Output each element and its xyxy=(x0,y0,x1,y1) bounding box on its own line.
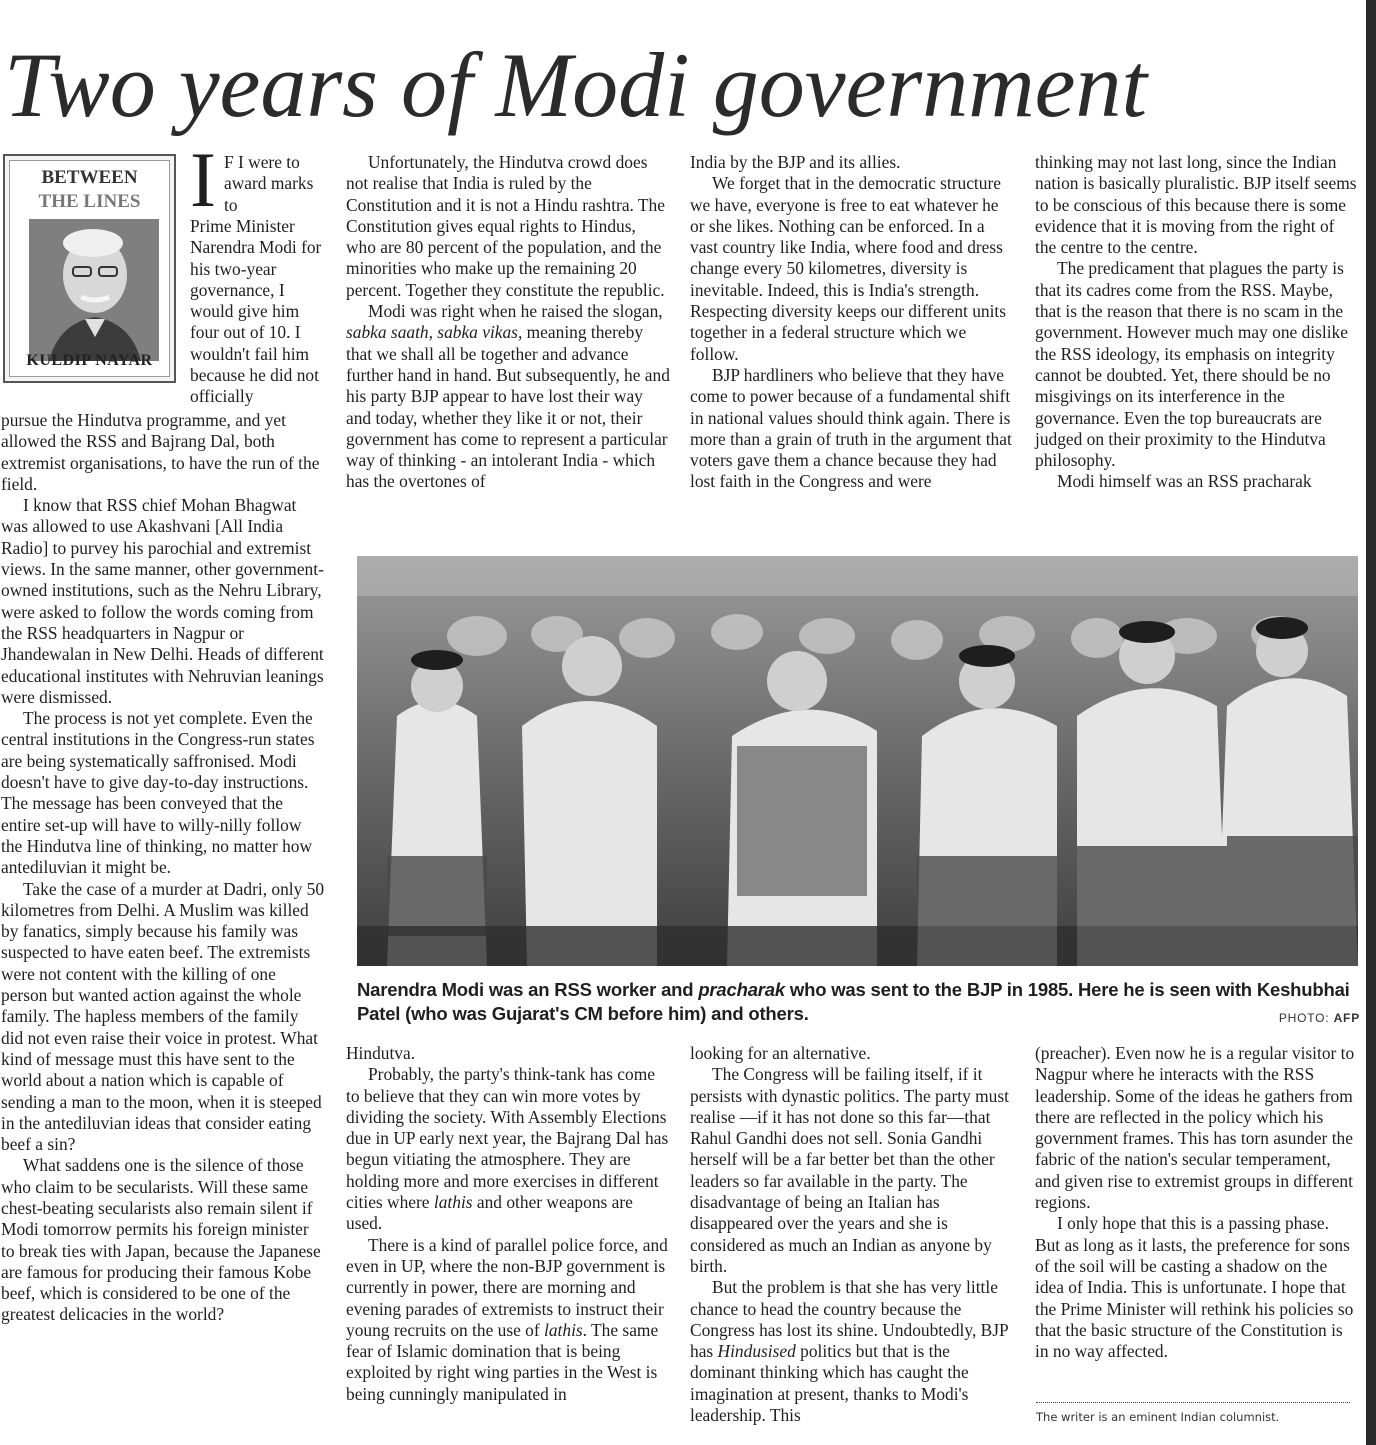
col1-para-2: The process is not yet complete. Even the central institutions in the Congress-run states are being systematically saffronised. Modi doesn't have to give day-to-day instructions. The message has been conveyed that the entire set-up will have to willy-nilly follow the Hindutva line of thinking, no matter how antediluvian it might be. xyxy=(1,708,315,878)
column-2-bottom xyxy=(346,1043,670,1405)
dotted-separator xyxy=(1036,1402,1350,1403)
column-logo-box xyxy=(3,154,176,383)
col2b-para-1-b: and other weapons are used. xyxy=(346,1192,633,1234)
writer-note: The writer is an eminent Indian columnist. xyxy=(1036,1410,1280,1424)
col4-para-2: Modi himself was an RSS pracharak xyxy=(1057,471,1312,492)
col2-para-2-b: meaning thereby that we shall all be together and advance further hand in hand. But subsequently, he and his party BJP appear to have lost their way and today, whether they like it or not, their government has come to represent a particular way of thinking - an intolerant India - which has the overtones of xyxy=(346,322,670,492)
col2b-para-2-b: . The same fear of Islamic domination that is being exploited by right wing parties in the West is being cunningly manipulated in xyxy=(346,1319,659,1404)
col4-para-1: The predicament that plagues the party is that its cadres come from the RSS. Maybe, that is the reason that there is no scam in the government. However much may one dislike the RSS ideology, its emphasis on integrity cannot be doubted. Yet, there should be no misgivings on its interference in the governance. Even the top bureaucrats are judged on their proximity to the Hindutva philosophy. xyxy=(1035,258,1348,471)
col3b-para-2-a: But the problem is that she has very little chance to head the country because the Congress has lost its shine. Undoubtedly, BJP has xyxy=(690,1277,1009,1362)
credit-source: AFP xyxy=(1333,1011,1360,1025)
col4-para-0: thinking may not last long, since the Indian nation is basically pluralistic. BJP itself seems to be conscious of this because there is some evidence that it is moving from the right of the centre to the centre. xyxy=(1035,152,1357,258)
drop-cap: I xyxy=(190,136,216,223)
col3-para-0: India by the BJP and its allies. xyxy=(690,152,901,172)
caption-em: pracharak xyxy=(698,979,785,1000)
column-2-top xyxy=(346,152,670,493)
col2b-para-2 xyxy=(346,1235,670,1405)
col3b-para-0: looking for an alternative. xyxy=(690,1043,871,1063)
author-name: KULDIP NAYAR xyxy=(26,352,153,369)
col4b-para-1: I only hope that this is a passing phase. But as long as it lasts, the preference for sons of the soil will be casting a shadow on the idea of India. This is unfortunate. I hope that the Prime Minister will rethink his policies so that the basic structure of the Constitution is in no way affected. xyxy=(1035,1213,1354,1362)
photo-credit xyxy=(1279,1011,1360,1025)
column-4-bottom xyxy=(1035,1043,1357,1362)
article-photo xyxy=(357,556,1358,966)
column-1 xyxy=(1,410,325,1326)
col2b-para-1-em: lathis xyxy=(433,1192,473,1213)
col2-para-1: Unfortunately, the Hindutva crowd does not realise that India is ruled by the Constitution and it is not a Hindu rashtra. The Constitution gives equal rights to Hindus, who are 80 percent of the population, and the minorities who make up the remaining 20 percent. Together they constitute the republic. xyxy=(346,152,665,300)
col1-para-3: Take the case of a murder at Dadri, only 50 kilometres from Delhi. A Muslim was killed by fanatics, simply because his family was suspected to have eaten beef. The extremists were not content with the killing of one person but wanted action against the whole family. The hapless members of the family did not even raise their voice in protest. What kind of message must this have sent to the world about a nation which is capable of sending a man to the moon, when it is steeped in the antediluvian ideas that consider eating beef a sin? xyxy=(1,878,325,1155)
column-title-line1: BETWEEN xyxy=(41,167,138,188)
col3b-para-2-b: politics but that is the dominant thinking which has caught the imagination at present, thanks to Modi's leadership. This xyxy=(690,1341,969,1426)
col2b-para-2-a: There is a kind of parallel police force, and even in UP, where the non-BJP government is currently in power, there are morning and evening parades of extremists to instruct their young recruits on the use of xyxy=(346,1234,668,1340)
col2-para-2-a: Modi was right when he raised the slogan, xyxy=(368,301,663,322)
lead-opening: F I were to award marks to xyxy=(224,152,314,215)
col1-para-4: What saddens one is the silence of those who claim to be secularists. Will these same chest-beating secularists also remain silent if Modi tomorrow permits his foreign minister to break ties with Japan, because the Japanese are famous for producing their famous Kobe beef, which is considered to be one of the greatest delicacies in the world? xyxy=(1,1155,321,1325)
col3b-para-2-em: Hindusised xyxy=(717,1341,796,1362)
col3b-para-2 xyxy=(690,1277,1016,1426)
lead-text: Prime Minister Narendra Modi for his two-year governance, I would give him four out of 10. I wouldn't fail him because he did not officially xyxy=(190,216,322,407)
col2b-para-0: Hindutva. xyxy=(346,1043,416,1063)
caption-b: who was sent to the BJP in 1985. Here he is seen with Keshubhai Patel (who was Gujarat's CM before him) and others. xyxy=(357,979,1350,1024)
lead-beside-dropcap xyxy=(224,152,326,216)
col3-para-1: We forget that in the democratic structure we have, everyone is free to eat whatever he or she likes. Nothing can be enforced. In a vast country like India, where food and dress change every 50 kilometres, diversity is inevitable. Indeed, this is India's strength. Respecting diversity keeps our different units together in a federal structure which we follow. xyxy=(690,173,1007,364)
col2-para-2-slogan: sabka saath, sabka vikas, xyxy=(346,322,523,343)
col3-para-2: BJP hardliners who believe that they have come to power because of a fundamental shift in national values should think again. There is more than a grain of truth in the argument that voters gave them a chance because they had lost faith in the Congress and were xyxy=(690,364,1012,492)
photo-caption xyxy=(357,978,1362,1026)
author-photo xyxy=(29,219,159,361)
col2b-para-1-a: Probably, the party's think-tank has come to believe that they can win more votes by dividing the society. With Assembly Elections due in UP early next year, the Bajrang Dal has begun vitiating the atmosphere. They are holding more and more exercises in different cities where xyxy=(346,1064,669,1213)
column-title-line2: THE LINES xyxy=(38,191,141,212)
page-edge xyxy=(1366,0,1376,1445)
col3b-para-1: The Congress will be failing itself, if it persists with dynastic politics. The party must realise —if it has not done so this far—that Rahul Gandhi does not sell. Sonia Gandhi herself will be a far better bet than the other leaders so far available in the party. The disadvantage of being an Italian has disappeared over the years and she is considered as much an Indian as anyone by birth. xyxy=(690,1064,1009,1276)
col1-para-0: pursue the Hindutva programme, and yet allowed the RSS and Bajrang Dal, both extremist organisations, to have the run of the field. xyxy=(1,410,320,494)
col2b-para-2-em: lathis xyxy=(544,1319,583,1340)
column-4-top xyxy=(1035,152,1357,493)
caption-a: Narendra Modi was an RSS worker and xyxy=(357,979,699,1000)
col2-para-2 xyxy=(346,301,670,493)
column-3-bottom xyxy=(690,1043,1016,1426)
col1-para-1: I know that RSS chief Mohan Bhagwat was allowed to use Akashvani [All India Radio] to purvey his parochial and extremist views. In the same manner, other government-owned institutions, such as the Nehru Library, were asked to follow the words coming from the RSS headquarters in Nagpur or Jhandewalan in New Delhi. Heads of different educational institutes with Nehruvian leanings were dismissed. xyxy=(1,495,324,707)
col2b-para-1 xyxy=(346,1064,670,1234)
column-3-top xyxy=(690,152,1016,493)
credit-label: PHOTO: xyxy=(1278,1011,1330,1025)
headline: Two years of Modi government xyxy=(4,34,1148,136)
col4b-para-0: (preacher). Even now he is a regular visitor to Nagpur where he interacts with the RSS leadership. Some of the ideas he gathers from there are reflected in the policy which his government frames. This has torn asunder the fabric of the nation's secular temperament, and given rise to extremist groups in different regions. xyxy=(1035,1043,1355,1213)
lead-continuation xyxy=(190,216,324,408)
column-logo-inner xyxy=(9,160,170,377)
